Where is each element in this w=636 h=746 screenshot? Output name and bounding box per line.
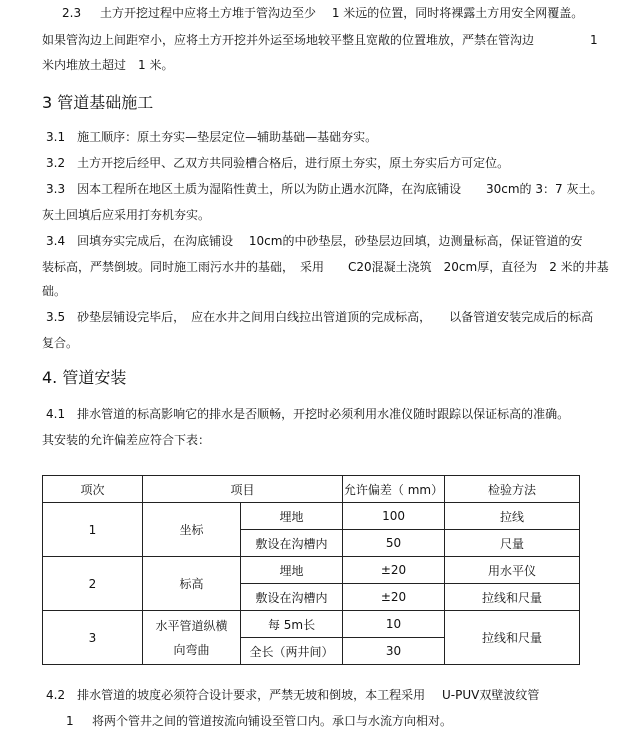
table-cell: 坐标 xyxy=(143,503,241,557)
table-cell: 埋地 xyxy=(241,503,343,530)
para-3-3-line-2: 灰土回填后应采用打夯机夯实。 xyxy=(42,208,211,222)
table-cell: 拉线和尺量 xyxy=(445,611,580,665)
para-3-1: 3.1 施工顺序：原土夯实—垫层定位—辅助基础—基础夯实。 xyxy=(46,130,378,144)
header-cell: 允许偏差（ mm） xyxy=(343,476,445,503)
para-3-3-line-1-tail: 30cm的 3：7 灰土。 xyxy=(486,182,603,196)
table-cell xyxy=(143,611,241,665)
para-2-3-number: 2.3 xyxy=(62,6,82,20)
para-2-3-line-2-tail: 1 xyxy=(590,33,598,47)
table-row xyxy=(43,557,580,584)
para-2-3-line-1: 土方开挖过程中应将土方堆于管沟边至少 1 米远的位置，同时将裸露土方用安全网覆盖。 xyxy=(100,6,584,20)
table-cell: 每 5m长 xyxy=(241,611,343,638)
table-cell: 100 xyxy=(343,503,445,530)
para-3-5-line-1: 3.5 砂垫层铺设完毕后， 应在水井之间用白线拉出管道顶的完成标高， 以备管道安装完成后的标高 xyxy=(46,310,594,324)
para-4-1-line-2: 其安装的允许偏差应符合下表： xyxy=(42,433,211,447)
step-1-text: 将两个管井之间的管道按流向铺设至管口内。承口与水流方向相对。 xyxy=(92,714,453,728)
table-cell: 埋地 xyxy=(241,557,343,584)
table-cell: ±20 xyxy=(343,557,445,584)
table-cell: 拉线 xyxy=(445,503,580,530)
section-4-heading: 4. 管道安装 xyxy=(42,368,127,387)
table-cell-line: 水平管道纵横 xyxy=(155,618,228,633)
para-3-4-line-1: 3.4 回填夯实完成后，在沟底铺设 10cm的中砂垫层，砂垫层边回填，边测量标高，保证管道的安 xyxy=(46,234,583,248)
section-3-heading: 3 管道基础施工 xyxy=(42,93,154,112)
para-3-5-line-2: 复合。 xyxy=(42,336,79,350)
para-3-3-line-1: 3.3 因本工程所在地区土质为湿陷性黄土，所以为防止遇水沉降，在沟底铺设 xyxy=(46,182,462,196)
table-cell: 50 xyxy=(343,530,445,557)
table-cell: 3 xyxy=(43,611,143,665)
para-2-3-line-3: 米内堆放土超过 1 米。 xyxy=(42,58,174,72)
table-cell: 全长（两井间） xyxy=(241,638,343,665)
table-cell: 1 xyxy=(43,503,143,557)
table-cell: 拉线和尺量 xyxy=(445,584,580,611)
table-cell: 尺量 xyxy=(445,530,580,557)
para-2-3-line-2: 如果管沟边上间距窄小，应将土方开挖并外运至场地较平整且宽敞的位置堆放，严禁在管沟边 xyxy=(42,33,535,47)
para-3-4-line-2: 装标高，严禁倒坡。同时施工雨污水井的基础， 采用 C20混凝土浇筑 20cm厚，直径为 2 米的井基 xyxy=(42,260,609,274)
table-cell: 敷设在沟槽内 xyxy=(241,584,343,611)
para-4-2-line-1-tail: U-PUV双壁波纹管 xyxy=(442,688,540,702)
table-row xyxy=(43,503,580,530)
table-cell-line: 向弯曲 xyxy=(173,642,210,657)
table-cell: 10 xyxy=(343,611,445,638)
para-3-2: 3.2 土方开挖后经甲、乙双方共同验槽合格后，进行原土夯实，原土夯实后方可定位。 xyxy=(46,156,510,170)
step-1-number: 1 xyxy=(66,714,74,728)
table-cell: ±20 xyxy=(343,584,445,611)
table-cell: 用水平仪 xyxy=(445,557,580,584)
para-4-1-line-1: 4.1 排水管道的标高影响它的排水是否顺畅，开挖时必须利用水准仪随时跟踪以保证标高的准确。 xyxy=(46,407,570,421)
header-cell: 项目 xyxy=(143,476,343,503)
header-cell: 检验方法 xyxy=(445,476,580,503)
table-cell: 2 xyxy=(43,557,143,611)
para-4-2-line-1: 4.2 排水管道的坡度必须符合设计要求，严禁无坡和倒坡，本工程采用 xyxy=(46,688,426,702)
table-cell: 30 xyxy=(343,638,445,665)
para-3-4-line-3: 础。 xyxy=(42,284,67,298)
table-header-row xyxy=(43,476,580,503)
table-cell: 敷设在沟槽内 xyxy=(241,530,343,557)
tolerance-table xyxy=(42,475,580,665)
table-row xyxy=(43,611,580,638)
header-cell: 项次 xyxy=(43,476,143,503)
table-cell: 标高 xyxy=(143,557,241,611)
